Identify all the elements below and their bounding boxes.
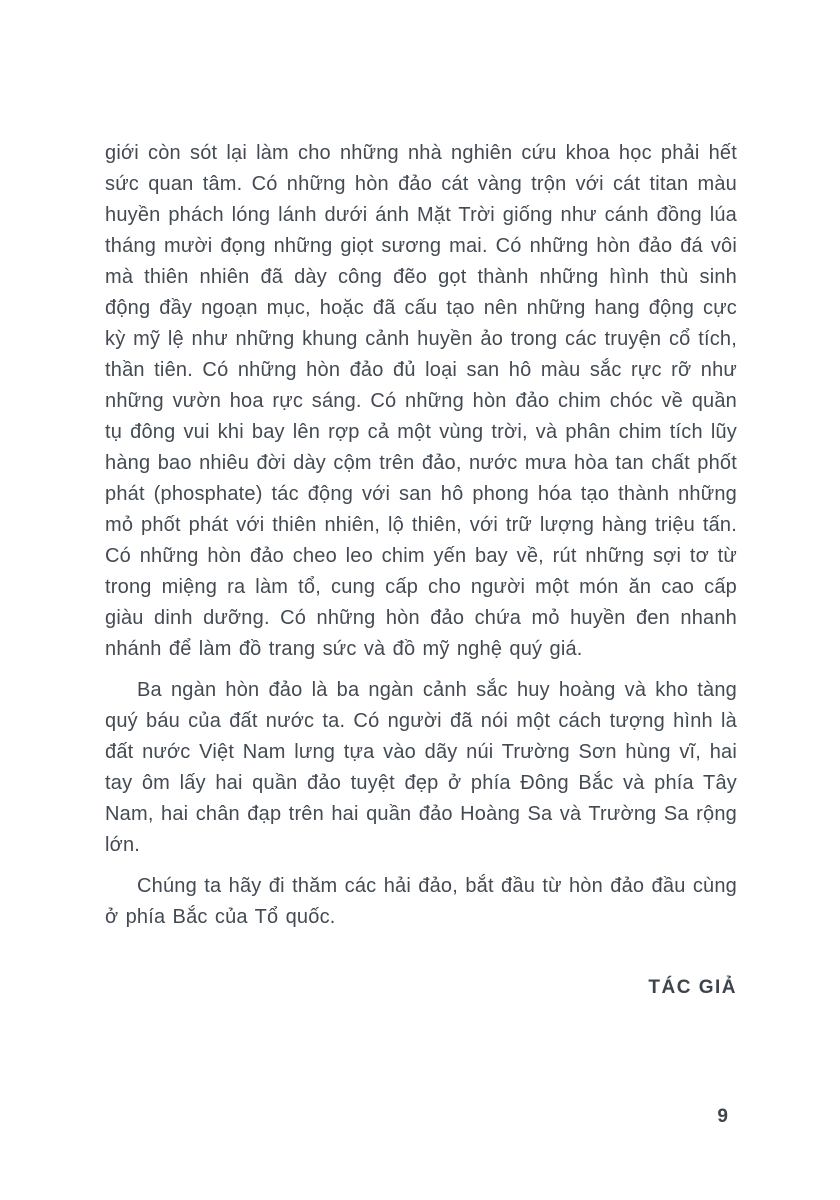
- page-number: 9: [717, 1106, 728, 1127]
- paragraph-2: Ba ngàn hòn đảo là ba ngàn cảnh sắc huy hoàng và kho tàng quý báu của đất nước ta. Có người đã nói một cách tượng hình là đất nước Việt Nam lưng tựa vào dãy núi Trường Sơn hùng vĩ, hai tay ôm lấy hai quần đảo tuyệt đẹp ở phía Đông Bắc và phía Tây Nam, hai chân đạp trên hai quần đảo Hoàng Sa và Trường Sa rộng lớn.: [105, 679, 737, 856]
- paragraph-1: giới còn sót lại làm cho những nhà nghiên cứu khoa học phải hết sức quan tâm. Có những hòn đảo cát vàng trộn với cát titan màu huyền phách lóng lánh dưới ánh Mặt Trời giống như cánh đồng lúa tháng mười đọng những giọt sương mai. Có những hòn đảo đá vôi mà thiên nhiên đã dày công đẽo gọt thành những hình thù sinh động đầy ngoạn mục, hoặc đã cấu tạo nên những hang động cực kỳ mỹ lệ như những khung cảnh huyền ảo trong các truyện cổ tích, thần tiên. Có những hòn đảo đủ loại san hô màu sắc rực rỡ như những vườn hoa rực sáng. Có những hòn đảo chim chóc về quần tụ đông vui khi bay lên rợp cả một vùng trời, và phân chim tích lũy hàng bao nhiêu đời dày cộm trên đảo, nước mưa hòa tan chất phốt phát (phosphate) tác động với san hô phong hóa tạo thành những mỏ phốt phát với thiên nhiên, lộ thiên, với trữ lượng hàng triệu tấn. Có những hòn đảo cheo leo chim yến bay về, rút những sợi tơ từ trong miệng ra làm tổ, cung cấp cho người một món ăn cao cấp giàu dinh dưỡng. Có những hòn đảo chứa mỏ huyền đen nhanh nhánh để làm đồ trang sức và đồ mỹ nghệ quý giá.: [105, 142, 737, 660]
- author-signature: TÁC GIẢ: [648, 977, 737, 998]
- text-block: [105, 138, 737, 999]
- paragraph-3: Chúng ta hãy đi thăm các hải đảo, bắt đầu từ hòn đảo đầu cùng ở phía Bắc của Tổ quốc.: [105, 875, 737, 928]
